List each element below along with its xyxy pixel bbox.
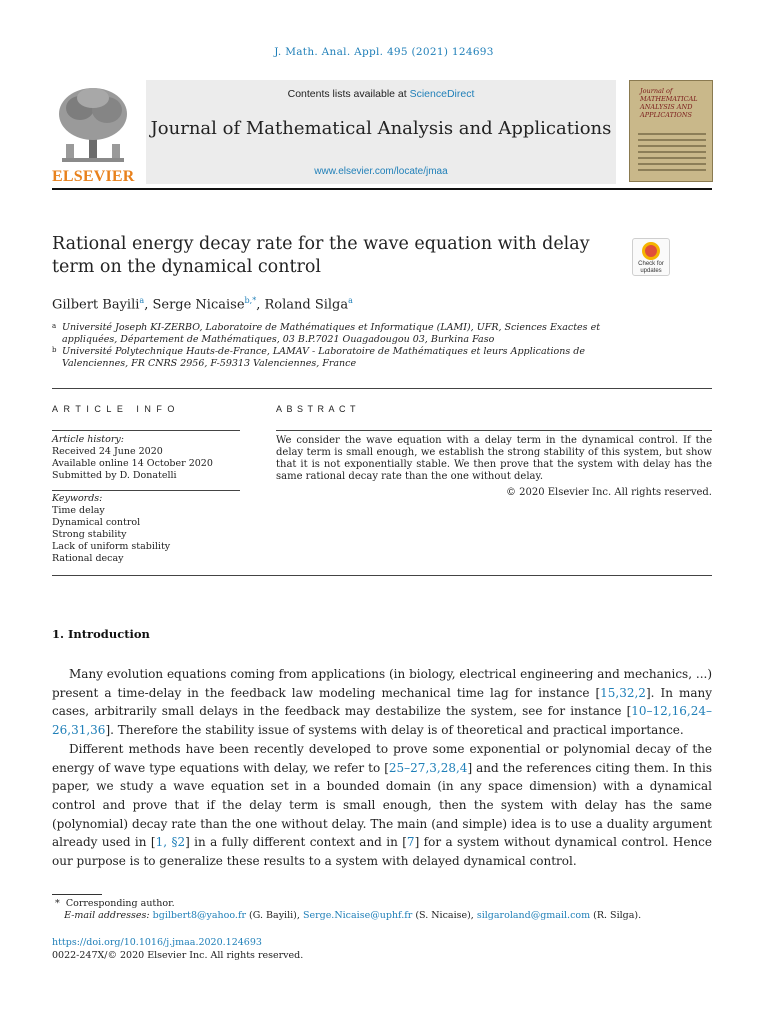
author-name[interactable]: Roland Silga bbox=[264, 297, 349, 313]
journal-cover-thumbnail[interactable] bbox=[629, 80, 713, 182]
affiliation-text: Université Polytechnique Hauts-de-France, LAMAV - Laboratoire de Mathématiques et leurs Applications de Valenciennes, FR CNRS 2956, F-59313 Valenciennes, France bbox=[62, 346, 585, 369]
article-history bbox=[52, 434, 242, 482]
section-rule bbox=[52, 388, 712, 389]
journal-reference-link[interactable]: J. Math. Anal. Appl. 495 (2021) 124693 bbox=[274, 46, 494, 58]
abstract-rule bbox=[276, 430, 712, 431]
citation-link[interactable]: 1, §2 bbox=[155, 835, 186, 850]
email-link[interactable]: Serge.Nicaise@uphf.fr bbox=[302, 910, 413, 921]
elsevier-logo[interactable] bbox=[52, 84, 136, 184]
journal-header bbox=[52, 80, 712, 184]
abstract-text: We consider the wave equation with a delay term in the dynamical control. If the delay term is small enough, we establish the strong stability of this system, but show that it is not exponentially stable. We then prove that the system with delay has the same rational decay rate than the one without delay. bbox=[276, 435, 712, 482]
text-run: ] for a system without dynamical control. Hence our purpose is to generalize these results to a system with delayed dynamical control. bbox=[52, 835, 712, 869]
footnote-corresponding bbox=[52, 898, 712, 910]
paragraph bbox=[52, 665, 712, 740]
journal-header-center bbox=[146, 80, 616, 184]
paper-title: Rational energy decay rate for the wave equation with delay term on the dynamical control bbox=[52, 234, 590, 277]
email-label: E-mail addresses: bbox=[64, 910, 150, 921]
article-info-rule bbox=[52, 430, 240, 431]
history-item: Received 24 June 2020 bbox=[52, 446, 163, 457]
footnotes bbox=[52, 898, 712, 922]
sciencedirect-link[interactable]: ScienceDirect bbox=[409, 88, 475, 100]
cover-title: Journal of MATHEMATICAL ANALYSIS AND APPLICATIONS bbox=[640, 87, 698, 119]
affiliation-item bbox=[52, 322, 612, 346]
author-name[interactable]: Gilbert Bayili bbox=[52, 297, 140, 313]
crossmark-icon bbox=[642, 242, 660, 260]
keyword-item: Lack of uniform stability bbox=[52, 541, 171, 552]
keyword-item: Rational decay bbox=[52, 553, 124, 564]
citation-link[interactable]: 15,32,2 bbox=[600, 685, 646, 700]
contents-line bbox=[146, 88, 616, 100]
affiliation-mark: a bbox=[52, 322, 57, 330]
footnote-rule bbox=[52, 894, 102, 895]
introduction-body bbox=[52, 665, 712, 871]
front-matter-rule bbox=[52, 575, 712, 576]
email-owner: (G. Bayili), bbox=[249, 910, 300, 921]
history-item: Submitted by D. Donatelli bbox=[52, 470, 177, 481]
keyword-item: Time delay bbox=[52, 505, 105, 516]
text-run: ]. In many cases, arbitrarily small delays in the feedback may destabilize the system, see for instance [ bbox=[52, 685, 713, 719]
author-list: Gilbert Bayili$^a$, Serge Nicaise$^{b,*}$, Roland Silga$^a$ bbox=[52, 296, 353, 313]
journal-url-link[interactable]: www.elsevier.com/locate/jmaa bbox=[314, 166, 448, 177]
author-name[interactable]: Serge Nicaise bbox=[152, 297, 245, 313]
keywords-heading: Keywords: bbox=[52, 493, 103, 504]
email-owner: (S. Nicaise), bbox=[415, 910, 474, 921]
section-heading-introduction: 1. Introduction bbox=[52, 627, 150, 641]
affiliations bbox=[52, 322, 612, 370]
elsevier-wordmark: ELSEVIER bbox=[52, 168, 135, 185]
keyword-item: Dynamical control bbox=[52, 517, 141, 528]
contents-prefix: Contents lists available at bbox=[287, 88, 410, 100]
author-affiliation-mark[interactable]: b,* bbox=[244, 296, 257, 305]
text-run: ] in a fully different context and in [ bbox=[185, 835, 407, 850]
citation-link[interactable]: 25–27,3,28,4 bbox=[388, 760, 468, 775]
keywords bbox=[52, 493, 242, 565]
footnote-emails bbox=[52, 910, 712, 922]
doi-link[interactable]: https://doi.org/10.1016/j.jmaa.2020.124693 bbox=[52, 937, 262, 948]
text-run: Many evolution equations coming from applications (in biology, electrical engineering and mechanics, ...) present a time-delay in the feedback law modeling mechanical time lag for instance [ bbox=[52, 667, 712, 700]
footnote-text: Corresponding author. bbox=[65, 898, 175, 909]
article-info-heading: ARTICLE INFO bbox=[52, 404, 180, 414]
affiliation-item bbox=[52, 346, 612, 370]
elsevier-tree-icon bbox=[52, 84, 134, 166]
keyword-item: Strong stability bbox=[52, 529, 127, 540]
header-rule bbox=[52, 188, 712, 190]
text-run: ]. Therefore the stability issue of systems with delay is of theoretical and practical importance. bbox=[105, 723, 684, 738]
citation-link[interactable]: 10–12,16,24–26,31,36 bbox=[52, 704, 712, 738]
check-for-updates-badge[interactable] bbox=[632, 238, 670, 276]
citation-link[interactable]: 7 bbox=[406, 835, 415, 850]
keywords-rule bbox=[52, 490, 240, 491]
affiliation-mark: b bbox=[52, 346, 57, 354]
author-affiliation-mark[interactable]: a bbox=[139, 296, 145, 305]
email-link[interactable]: silgaroland@gmail.com bbox=[476, 910, 591, 921]
text-run: ] and the references citing them. In this paper, we study a wave equation set in a bounded domain (in any space dimension) with a dynamical control and prove that if the delay term is small enough, then the system with delay has the same (polynomial) decay rate than the one without delay. The main (and simple) idea is to use a duality argument already used in [ bbox=[52, 760, 712, 850]
footnote-mark: * bbox=[55, 898, 60, 909]
paragraph bbox=[52, 740, 712, 871]
email-link[interactable]: bgilbert8@yahoo.fr bbox=[152, 910, 247, 921]
history-item: Available online 14 October 2020 bbox=[52, 458, 213, 469]
email-owner: (R. Silga). bbox=[593, 910, 642, 921]
affiliation-text: Université Joseph KI-ZERBO, Laboratoire de Mathématiques et Informatique (LAMI), UFR, Sciences Exactes et appliquées, Département de Mathématiques, 03 B.P.7021 Ouagadougou 03, Burkina Faso bbox=[62, 322, 601, 345]
crossmark-label: Check for updates bbox=[638, 261, 664, 274]
issn-copyright: 0022-247X/© 2020 Elsevier Inc. All rights reserved. bbox=[52, 950, 304, 961]
text-run: Different methods have been recently developed to prove some exponential or polynomial decay of the energy of wave type equations with delay, we refer to [ bbox=[52, 741, 712, 775]
cover-contents-lines bbox=[638, 133, 706, 175]
author-affiliation-mark[interactable]: a bbox=[348, 296, 353, 305]
abstract-copyright: © 2020 Elsevier Inc. All rights reserved. bbox=[505, 487, 712, 498]
history-heading: Article history: bbox=[52, 434, 124, 445]
journal-name: Journal of Mathematical Analysis and Applications bbox=[150, 118, 612, 139]
abstract-heading: ABSTRACT bbox=[276, 404, 361, 414]
